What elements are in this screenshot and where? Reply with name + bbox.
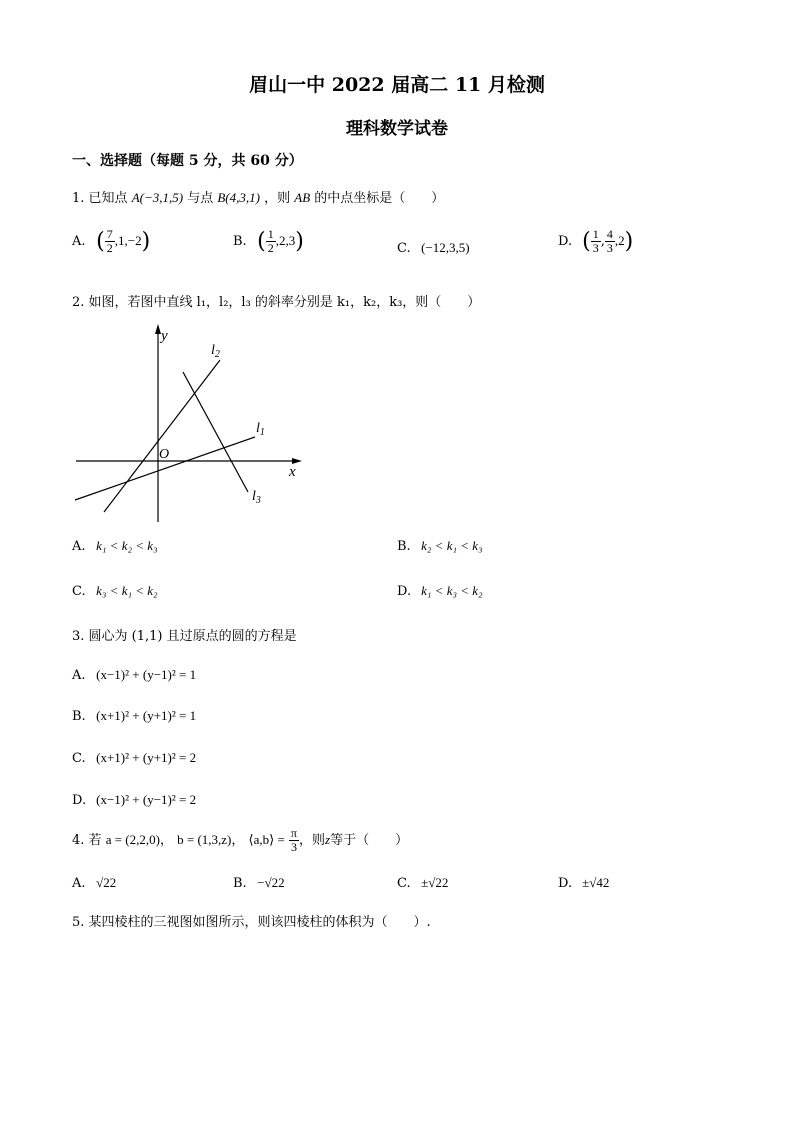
q3-option-c[interactable]: C. (x+1)² + (y+1)² = 2 [72,750,197,766]
q1-option-c[interactable]: C. (−12,3,5) [397,240,470,256]
fraction: $\frac{7}{2}$ [106,227,113,255]
q1-option-a[interactable]: A. ( $\frac{7}{2}$ ,1,−2) [72,227,151,255]
option-label: B. [233,234,247,249]
q4-angle: ⟨a,b⟩ = [248,832,285,847]
q3-option-a[interactable]: A. (x−1)² + (y−1)² = 1 [72,667,197,683]
fraction: $\frac{1}{3}$ [592,227,599,255]
q2-option-c[interactable]: C. k₃ < k₁ < k₂ [72,583,158,599]
question-5-stem: 5. 某四棱柱的三视图如图所示，则该四棱柱的体积为（ ）. [72,915,431,930]
q1-option-d[interactable]: D. ( $\frac{1}{3}$ , $\frac{4}{3}$ ,2) [558,227,634,255]
fraction: $\frac{1}{2}$ [267,227,274,255]
option-label: C. [72,751,86,766]
q4-option-b[interactable]: B. −√22 [233,875,285,891]
q4-option-d[interactable]: D. ±√42 [558,875,610,891]
line-slope-figure [70,322,310,527]
question-3-stem: 3. 圆心为 (1,1) 且过原点的圆的方程是 [72,629,297,644]
y-axis-label: y [161,328,168,344]
line-l2 [104,360,220,512]
option-label: D. [558,876,573,891]
q1-stem-b: 与点 [187,191,214,206]
option-label: D. [397,584,412,599]
fraction: $\frac{4}{3}$ [606,227,613,255]
q1-stem-d: 的中点坐标是（ ） [314,191,445,206]
option-label: B. [397,539,411,554]
option-label: D. [558,234,573,249]
q2-option-a[interactable]: A. k₁ < k₂ < k₃ [72,538,158,554]
q1-segment: AB [294,190,311,205]
q1-stem-c: ，则 [264,191,291,206]
q4-option-c[interactable]: C. ±√22 [397,875,449,891]
l2-label: $l_2$ [211,343,220,360]
q4-vector-a: a = (2,2,0) [105,832,160,847]
x-axis-label: x [289,464,296,480]
page-subtitle: 理科数学试卷 [346,119,448,139]
l1-label: $l_1$ [256,421,265,438]
line-l3 [183,372,248,492]
question-2-stem: 2. 如图，若图中直线 l₁，l₂，l₃ 的斜率分别是 k₁，k₂，k₃，则（ ） [72,295,481,310]
option-label: A. [72,234,86,249]
option-label: A. [72,876,86,891]
q3-option-b[interactable]: B. (x+1)² + (y+1)² = 1 [72,708,197,724]
question-1-stem [72,187,444,206]
origin-label: O [159,447,170,462]
option-label: A. [72,668,86,683]
section-heading: 一、选择题（每题 5 分，共 60 分） [72,153,303,169]
q2-option-b[interactable]: B. k₂ < k₁ < k₃ [397,538,483,554]
q4-option-a[interactable]: A. √22 [72,875,117,891]
q1-point-a: A(−3,1,5) [131,190,184,205]
q1-point-b: B(4,3,1) [217,190,260,205]
option-label: D. [72,793,87,808]
q4-stem-a: 4. 若 [72,833,102,848]
q3-option-d[interactable]: D. (x−1)² + (y−1)² = 2 [72,792,197,808]
option-label: B. [233,876,247,891]
option-label: B. [72,709,86,724]
page-title: 眉山一中 2022 届高二 11 月检测 [249,74,545,96]
question-4-stem: 4. 若 a = (2,2,0)， b = (1,3,z)， ⟨a,b⟩ = $\frac{\pi}{3}$ ，则z等于（ ） [72,826,409,854]
option-label: C. [397,876,411,891]
q2-option-d[interactable]: D. k₁ < k₃ < k₂ [397,583,483,599]
option-label: C. [397,241,411,256]
option-label: C. [72,584,86,599]
option-label: A. [72,539,86,554]
l3-label: $l_3$ [252,489,261,506]
fraction: $\frac{\pi}{3}$ [290,826,297,854]
q1-option-b[interactable]: B. ( $\frac{1}{2}$ ,2,3) [233,227,304,255]
q1-stem-a: 1. 已知点 [72,191,128,206]
q4-vector-b: b = (1,3,z) [177,832,232,847]
